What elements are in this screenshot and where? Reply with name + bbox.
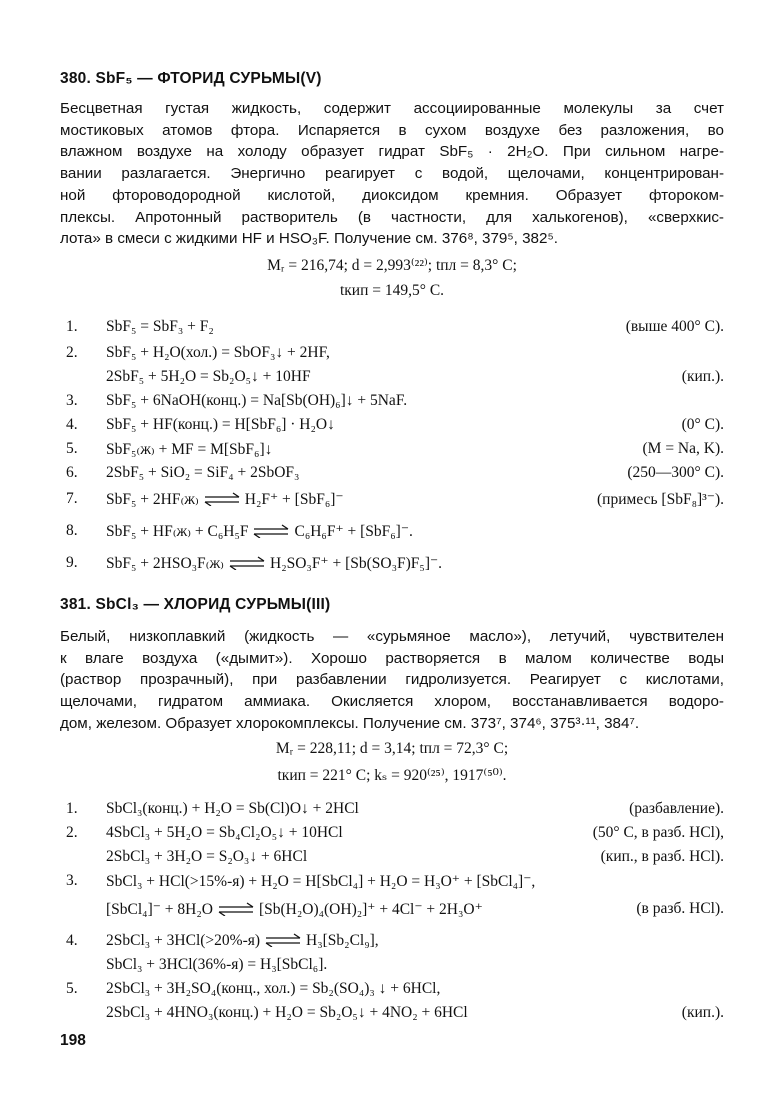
reaction-reactants: SbF₅ + 2HF₍ж₎ [106,491,199,508]
reaction-equation: 2SbCl₃ + 4HNO₃(конц.) + H₂O = Sb₂O₅↓ + 4NO₂ + 6HCl [106,1004,468,1021]
reaction-381-5 [60,980,724,1002]
description-line: Бесцветная густая жидкость, содержит ассоциированные молекулы за счет [60,100,724,117]
reaction-equation: 2SbF₅ + SiO₂ = SiF₄ + 2SbOF₃ [106,464,300,481]
reaction-products: C₆H₆F⁺ + [SbF₆]⁻. [294,523,413,540]
section-381-properties-1: Mᵣ = 228,11; d = 3,14; tпл = 72,3° C; [275,740,509,757]
reaction-condition: (0° C). [681,416,724,433]
reaction-380-7 [60,490,724,512]
reaction-380-6 [60,464,724,486]
section-380-properties-2: tкип = 149,5° C. [339,282,445,299]
description-line: вании разлагается. Энергично реагирует с водой, щелочами, концентрирован- [60,165,724,183]
page-number: 198 [60,1032,86,1049]
section-380-title: 380. SbF₅ — ФТОРИД СУРЬМЫ(V) [60,70,322,87]
reaction-condition: (M = Na, K). [642,440,724,457]
section-380-description [60,98,724,250]
reaction-381-2 [60,824,724,846]
section-381-description [60,626,724,735]
reaction-products: H₂F⁺ + [SbF₆]⁻ [244,491,344,508]
reaction-number: 2. [66,344,78,361]
section-381-properties-2: tкип = 221° C; kₛ = 920⁽²⁵⁾, 1917⁽⁵⁰⁾. [277,767,507,784]
description-line: (раствор прозрачный), при разбавлении гидролизуется. Реагирует с кислотами, [60,671,724,689]
reaction-condition: (примесь [SbF₈]³⁻). [597,491,724,508]
reaction-380-5 [60,440,724,462]
reaction-condition: (кип., в разб. HCl). [600,848,724,865]
reaction-condition: (250—300° C). [627,464,724,481]
reaction-equation: 2SbCl₃ + 3H₂SO₄(конц., хол.) = Sb₂(SO₄)₃ ↓ + 6HCl, [106,980,441,997]
reaction-380-2b [60,368,724,390]
reaction-reactants: SbF₅ + 2HSO₃F₍ж₎ [106,555,224,572]
reaction-number: 3. [66,392,78,409]
section-380-properties-1: Mᵣ = 216,74; d = 2,993⁽²²⁾; tпл = 8,3° C; [267,257,517,274]
description-line: к влаге воздуха («дымит»). Хорошо растворяется в малом количестве воды [60,649,724,667]
reaction-number: 4. [66,416,78,433]
reaction-condition: (выше 400° C). [625,318,724,335]
reaction-381-3 [60,872,724,894]
reaction-381-2b [60,848,724,870]
reaction-number: 8. [66,522,78,539]
description-line: щелочами, гидратом аммиака. Окисляется хлором, восстанавливается водоро- [60,693,724,711]
reaction-products: [Sb(H₂O)₄(OH)₂]⁺ + 4Cl⁻ + 2H₃O⁺ [258,901,483,918]
description-line: Белый, низкоплавкий (жидкость — «сурьмяное масло»), летучий, чувствителен [60,628,724,645]
reaction-381-5b [60,1004,724,1026]
reaction-380-1 [60,318,724,340]
description-line: влажном воздухе на холоду образует гидрат SbF₅ · 2H₂O. При сильном нагре- [60,143,724,161]
reaction-380-8 [60,522,724,544]
reaction-equation: SbF₅ = SbF₃ + F₂ [106,318,214,335]
reaction-number: 7. [66,490,78,507]
reaction-equation: SbCl₃ + 3HCl(36%-я) = H₃[SbCl₆]. [106,956,328,973]
description-line: ной фтороводородной кислотой, диоксидом кремния. Образует фтороком- [60,186,724,204]
reaction-equation: 2SbCl₃ + 3H₂O = S₂O₃↓ + 6HCl [106,848,308,865]
reaction-products: H₃[Sb₂Cl₉], [306,932,379,949]
reaction-number: 6. [66,464,78,481]
reaction-381-3b [60,900,724,922]
reaction-381-4b [60,956,724,978]
reaction-381-4 [60,932,724,954]
reaction-condition: (50° C, в разб. HCl), [592,824,724,841]
reaction-number: 4. [66,932,78,949]
reaction-380-3 [60,392,724,414]
reaction-equation: SbCl₃ + HCl(>15%-я) + H₂O = H[SbCl₄] + H₂O = H₃O⁺ + [SbCl₄]⁻, [106,873,536,890]
reaction-equation: SbF₅ + HF(конц.) = H[SbF₆] · H₂O↓ [106,416,335,433]
reaction-number: 1. [66,318,78,335]
reaction-condition: (в разб. HCl). [636,900,724,917]
reaction-reactants: SbF₅ + HF₍ж₎ + C₆H₅F [106,523,249,540]
section-381-title: 381. SbCl₃ — ХЛОРИД СУРЬМЫ(III) [60,596,331,613]
reaction-number: 3. [66,872,78,889]
description-line: плексы. Апротонный растворитель (в частности, для халькогенов), «сверхкис- [60,208,724,226]
description-line: лота» в смеси с жидкими HF и HSO₃F. Получение см. 376⁸, 379⁵, 382⁵. [60,230,558,248]
reaction-number: 5. [66,980,78,997]
reaction-equation: 4SbCl₃ + 5H₂O = Sb₄Cl₂O₅↓ + 10HCl [106,824,343,841]
reaction-condition: (кип.). [681,368,724,385]
equilibrium-arrow-icon [217,902,255,916]
reaction-equation: SbF₅ + H₂O(хол.) = SbOF₃↓ + 2HF, [106,344,330,361]
reaction-condition: (разбавление). [629,800,724,817]
reaction-380-9 [60,554,724,576]
reaction-condition: (кип.). [681,1004,724,1021]
reaction-380-2 [60,344,724,366]
equilibrium-arrow-icon [264,933,302,947]
reaction-equation: SbF₅ + 6NaOH(конц.) = Na[Sb(OH)₆]↓ + 5NaF. [106,392,408,409]
reaction-equation: SbCl₃(конц.) + H₂O = Sb(Cl)O↓ + 2HCl [106,800,359,817]
reaction-381-1 [60,800,724,822]
reaction-products: H₂SO₃F⁺ + [Sb(SO₃F)F₅]⁻. [270,555,443,572]
reaction-number: 2. [66,824,78,841]
reaction-number: 1. [66,800,78,817]
reaction-equation: SbF₅₍ж₎ + MF = M[SbF₆]↓ [106,441,273,458]
equilibrium-arrow-icon [203,492,241,506]
reaction-equation: 2SbF₅ + 5H₂O = Sb₂O₅↓ + 10HF [106,368,311,385]
reaction-number: 5. [66,440,78,457]
reaction-380-4 [60,416,724,438]
equilibrium-arrow-icon [228,556,266,570]
reaction-reactants: [SbCl₄]⁻ + 8H₂O [106,901,213,918]
reaction-number: 9. [66,554,78,571]
reaction-reactants: 2SbCl₃ + 3HCl(>20%-я) [106,932,261,949]
description-line: мостиковых атомов фтора. Испаряется в сухом воздухе без разложения, во [60,121,724,139]
description-line: дом, железом. Образует хлорокомплексы. Получение см. 373⁷, 374⁶, 375³·¹¹, 384⁷. [60,714,640,732]
equilibrium-arrow-icon [252,524,290,538]
